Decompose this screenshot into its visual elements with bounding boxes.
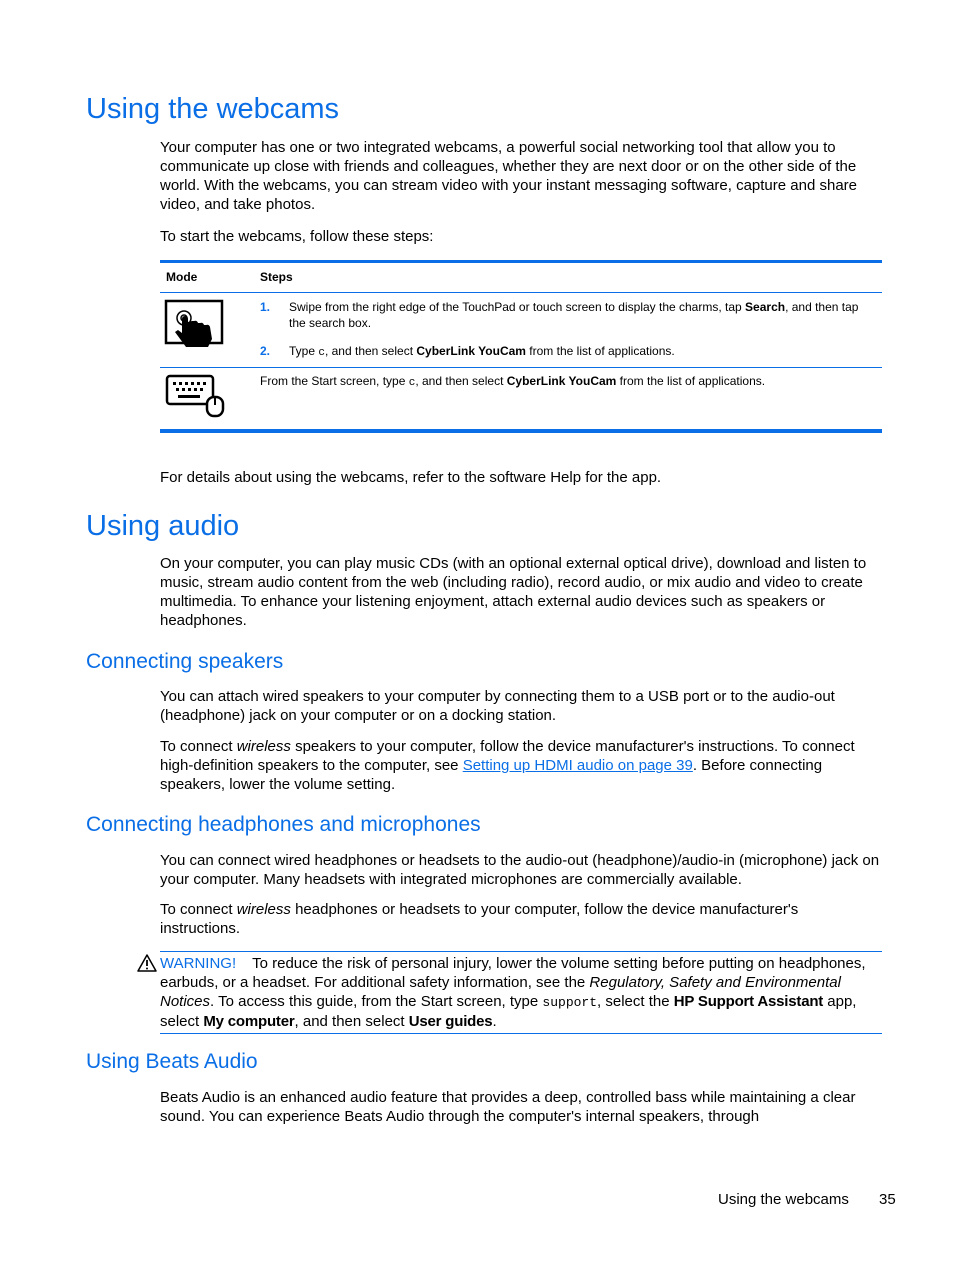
warning-label: WARNING! — [160, 955, 237, 972]
subsection-title-beats: Using Beats Audio — [86, 1050, 258, 1073]
warning-icon — [136, 953, 158, 973]
touch-gesture-icon — [164, 299, 226, 353]
steps-intro: To start the webcams, follow these steps: — [160, 228, 434, 245]
audio-intro: On your computer, you can play music CDs (with an optional external optical drive), download and listen to music, stream audio content from the web (including radio), record audio, or mix audio and video to create multimedia. To enhance your listening enjoyment, attach external audio devices such as speakers or headphones. — [160, 555, 867, 629]
subsection-title-headphones: Connecting headphones and microphones — [86, 813, 481, 836]
table-bottom-rule — [160, 429, 882, 433]
table-top-rule — [160, 260, 882, 263]
headphones-para2: To connect wireless headphones or headsets to your computer, follow the device manufacturer's instructions. — [160, 901, 799, 937]
keyboard-step-text: From the Start screen, type c, and then select CyberLink YouCam from the list of applications. — [260, 374, 766, 389]
hdmi-audio-link[interactable]: Setting up HDMI audio on page 39 — [462, 757, 693, 774]
footer-page-number: 35 — [879, 1191, 896, 1208]
webcams-intro: Your computer has one or two integrated webcams, a powerful social networking tool that allow you to communicate up close with friends and colleagues, whether they are next door or on the other side of the world. With the webcams, you can stream video with your instant messaging software, capture and share video, and take photos. — [160, 139, 857, 213]
touch-step2-number: 2. — [260, 344, 271, 358]
speakers-para2: To connect wireless speakers to your computer, follow the device manufacturer's instructions. To connect high-definition speakers to the computer, see Setting up HDMI audio on page 39. Before connecting speakers, lower the volume setting. — [160, 738, 855, 793]
warning-bottom-rule — [160, 1033, 882, 1034]
footer-section-name: Using the webcams — [718, 1191, 849, 1208]
table-row-rule — [160, 367, 882, 368]
touch-step1-text: Swipe from the right edge of the TouchPad or touch screen to display the charms, tap Search, and then tap the search box. — [289, 300, 859, 330]
warning-text: WARNING! To reduce the risk of personal injury, lower the volume setting before putting on headphones, earbuds, or a headset. For additional safety information, see the Regulatory, Safety and Environmental Notices. To access this guide, from the Start screen, type support, select the HP Support Assistant app, select My computer, and then select User guides. — [160, 955, 866, 1030]
section-title-audio: Using audio — [86, 510, 240, 542]
webcams-details: For details about using the webcams, refer to the software Help for the app. — [160, 469, 662, 486]
touch-step2-text: Type c, and then select CyberLink YouCam from the list of applications. — [289, 344, 675, 359]
table-header-mode: Mode — [166, 270, 198, 284]
table-header-steps: Steps — [260, 270, 293, 284]
subsection-title-speakers: Connecting speakers — [86, 650, 284, 673]
touch-step1-number: 1. — [260, 300, 271, 314]
headphones-para1: You can connect wired headphones or headsets to the audio-out (headphone)/audio-in (microphone) jack on your computer. Many headsets with integrated microphones are commercially available. — [160, 852, 880, 888]
speakers-para1: You can attach wired speakers to your computer by connecting them to a USB port or to the audio-out (headphone) jack on your computer or on a docking station. — [160, 688, 835, 724]
section-title-webcams: Using the webcams — [86, 93, 340, 125]
table-header-rule — [160, 292, 882, 293]
warning-top-rule — [160, 951, 882, 952]
beats-para1: Beats Audio is an enhanced audio feature that provides a deep, controlled bass while maintaining a clear sound. You can experience Beats Audio through the computer's internal speakers, through — [160, 1089, 856, 1125]
keyboard-mouse-icon — [164, 373, 228, 419]
